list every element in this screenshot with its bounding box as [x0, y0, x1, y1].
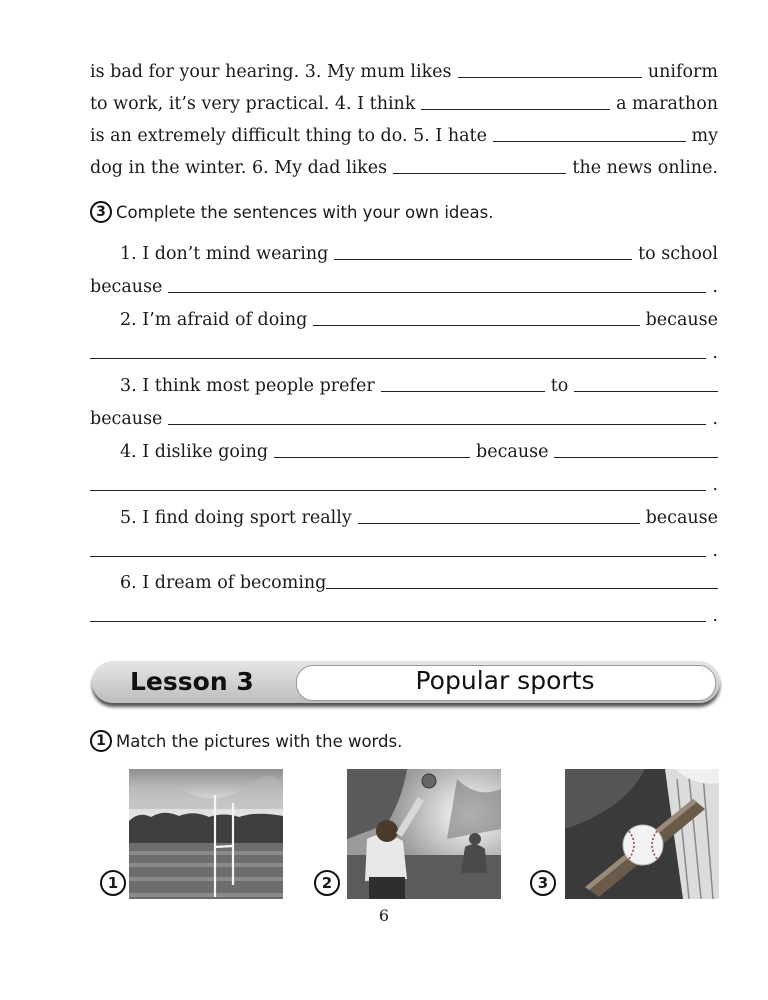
sentence-4-line-2: [90, 471, 718, 495]
picture-number-1: 1: [100, 870, 126, 896]
exercise-number-badge: 3: [90, 201, 112, 223]
sentence-6-line-2: [90, 602, 718, 626]
sentence-text: because: [90, 277, 163, 297]
exercise-3-instruction: [90, 201, 494, 223]
answer-blank[interactable]: [168, 292, 706, 293]
period: .: [712, 475, 718, 495]
picture-number-2: 2: [314, 870, 340, 896]
sentence-text: because: [476, 442, 549, 462]
baseball-bat-photo[interactable]: [565, 769, 719, 899]
sentence-text: is bad for your hearing. 3. My mum likes: [90, 62, 452, 82]
text-line: [90, 90, 718, 114]
instruction-text: Complete the sentences with your own ideas.: [116, 202, 494, 222]
period: .: [712, 343, 718, 363]
sentence-text: to: [550, 376, 569, 396]
sentence-text: uniform: [647, 62, 718, 82]
sentence-text: 2. I’m afraid of doing: [120, 310, 308, 330]
period: .: [712, 541, 718, 561]
sentence-1-line-2: [90, 273, 718, 297]
page-number: 6: [378, 906, 390, 925]
answer-blank[interactable]: [274, 457, 470, 458]
answer-blank[interactable]: [574, 391, 718, 392]
sentence-text: the news online.: [572, 158, 718, 178]
answer-blank[interactable]: [393, 173, 566, 174]
answer-blank[interactable]: [334, 259, 632, 260]
sentence-text: to school: [638, 244, 718, 264]
sentence-1-line-1: [90, 240, 718, 264]
sentence-text: 6. I dream of becoming: [120, 573, 327, 593]
answer-blank[interactable]: [358, 523, 640, 524]
sentence-text: because: [645, 508, 718, 528]
answer-blank[interactable]: [421, 109, 610, 110]
answer-blank[interactable]: [313, 325, 639, 326]
answer-blank[interactable]: [90, 490, 706, 491]
picture-number-3: 3: [530, 870, 556, 896]
sentence-text: 3. I think most people prefer: [120, 376, 375, 396]
text-line: [90, 154, 718, 178]
sentence-text: my: [691, 126, 718, 146]
rugby-field-photo[interactable]: [129, 769, 283, 899]
answer-blank[interactable]: [90, 358, 706, 359]
sentence-3-line-1: [90, 372, 718, 396]
sentence-6-line-1: [90, 569, 718, 593]
sentence-text: because: [90, 409, 163, 429]
lesson-topic: Popular sports: [415, 666, 595, 695]
instruction-text: Match the pictures with the words.: [116, 731, 403, 751]
sentence-5-line-2: [90, 537, 718, 561]
sentence-text: because: [645, 310, 718, 330]
period: .: [712, 277, 718, 297]
answer-blank[interactable]: [458, 77, 642, 78]
sentence-text: 4. I dislike going: [120, 442, 269, 462]
sentence-3-line-2: [90, 405, 718, 429]
text-line: [90, 58, 718, 82]
answer-blank[interactable]: [493, 141, 686, 142]
sentence-2-line-2: [90, 339, 718, 363]
answer-blank[interactable]: [381, 391, 545, 392]
answer-blank[interactable]: [554, 457, 718, 458]
sentence-text: to work, it’s very practical. 4. I think: [90, 94, 416, 114]
sentence-2-line-1: [90, 306, 718, 330]
exercise-1-instruction: [90, 730, 402, 752]
exercise-number-badge: 1: [90, 730, 112, 752]
sentence-text: 5. I find doing sport really: [120, 508, 352, 528]
sentence-text: 1. I don’t mind wearing: [120, 244, 329, 264]
sentence-text: dog in the winter. 6. My dad likes: [90, 158, 388, 178]
sentence-text: a marathon: [616, 94, 718, 114]
sentence-4-line-1: [90, 438, 718, 462]
period: .: [712, 409, 718, 429]
text-line: [90, 122, 718, 146]
answer-blank[interactable]: [326, 588, 718, 589]
period: .: [712, 606, 718, 626]
child-playing-ball-photo[interactable]: [347, 769, 501, 899]
answer-blank[interactable]: [168, 424, 706, 425]
answer-blank[interactable]: [90, 621, 706, 622]
answer-blank[interactable]: [90, 556, 706, 557]
lesson-banner: [92, 661, 720, 707]
sentence-5-line-1: [90, 504, 718, 528]
sentence-text: is an extremely difficult thing to do. 5. I hate: [90, 126, 487, 146]
lesson-label: Lesson 3: [130, 667, 254, 696]
